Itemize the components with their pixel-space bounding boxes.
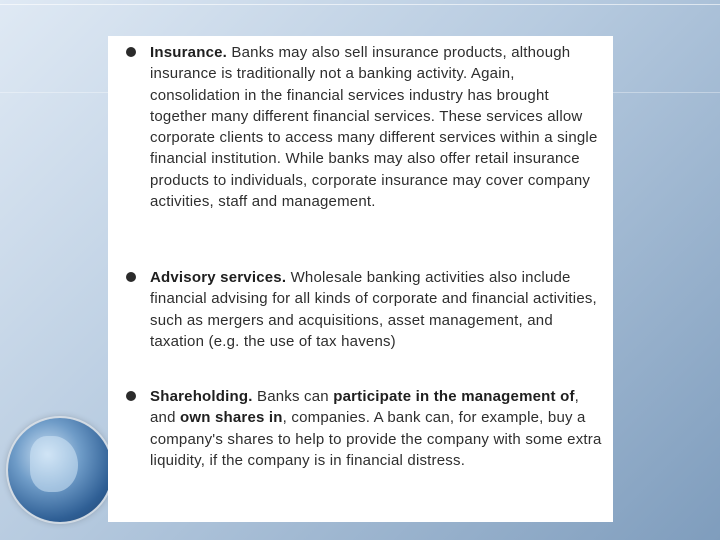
item-heading: Insurance. xyxy=(150,44,228,61)
bullet-text xyxy=(150,267,606,352)
bullet-icon xyxy=(126,272,136,282)
globe-logo xyxy=(8,418,112,522)
bullet-text xyxy=(150,386,606,471)
item-body: Banks may also sell insurance products, although insurance is traditionally not a banking activity. Again, consolidation in the financial services industry has brought together many different financial services. These services allow corporate clients to access many different services within a single financial institution. While banks may also offer retail insurance products to individuals, corporate insurance may cover company activities, staff and management. xyxy=(150,44,598,211)
bullet-item-shareholding xyxy=(126,386,606,471)
bullet-icon xyxy=(126,47,136,57)
content-panel xyxy=(108,36,613,522)
bullet-icon xyxy=(126,391,136,401)
item-heading: Shareholding. xyxy=(150,388,253,405)
item-body: , companies. A bank can, for example, buy a company's shares to help to provide the company with some extra liquidity, if the company is in financial distress. xyxy=(150,409,602,469)
item-emphasis: participate in the management of xyxy=(333,388,575,405)
item-heading: Advisory services. xyxy=(150,269,287,286)
item-body: Banks can xyxy=(256,388,329,405)
item-body: , and xyxy=(150,388,580,427)
bullet-text xyxy=(150,42,606,212)
bullet-item-insurance xyxy=(126,42,606,212)
item-emphasis: own shares in xyxy=(180,409,283,427)
background-stripe xyxy=(0,4,720,5)
bullet-item-advisory xyxy=(126,267,606,352)
item-body: Wholesale banking activities also include financial advising for all kinds of corporate and financial activities, such as mergers and acquisitions, asset management, and taxation (e.g. the use of tax havens) xyxy=(150,269,597,350)
